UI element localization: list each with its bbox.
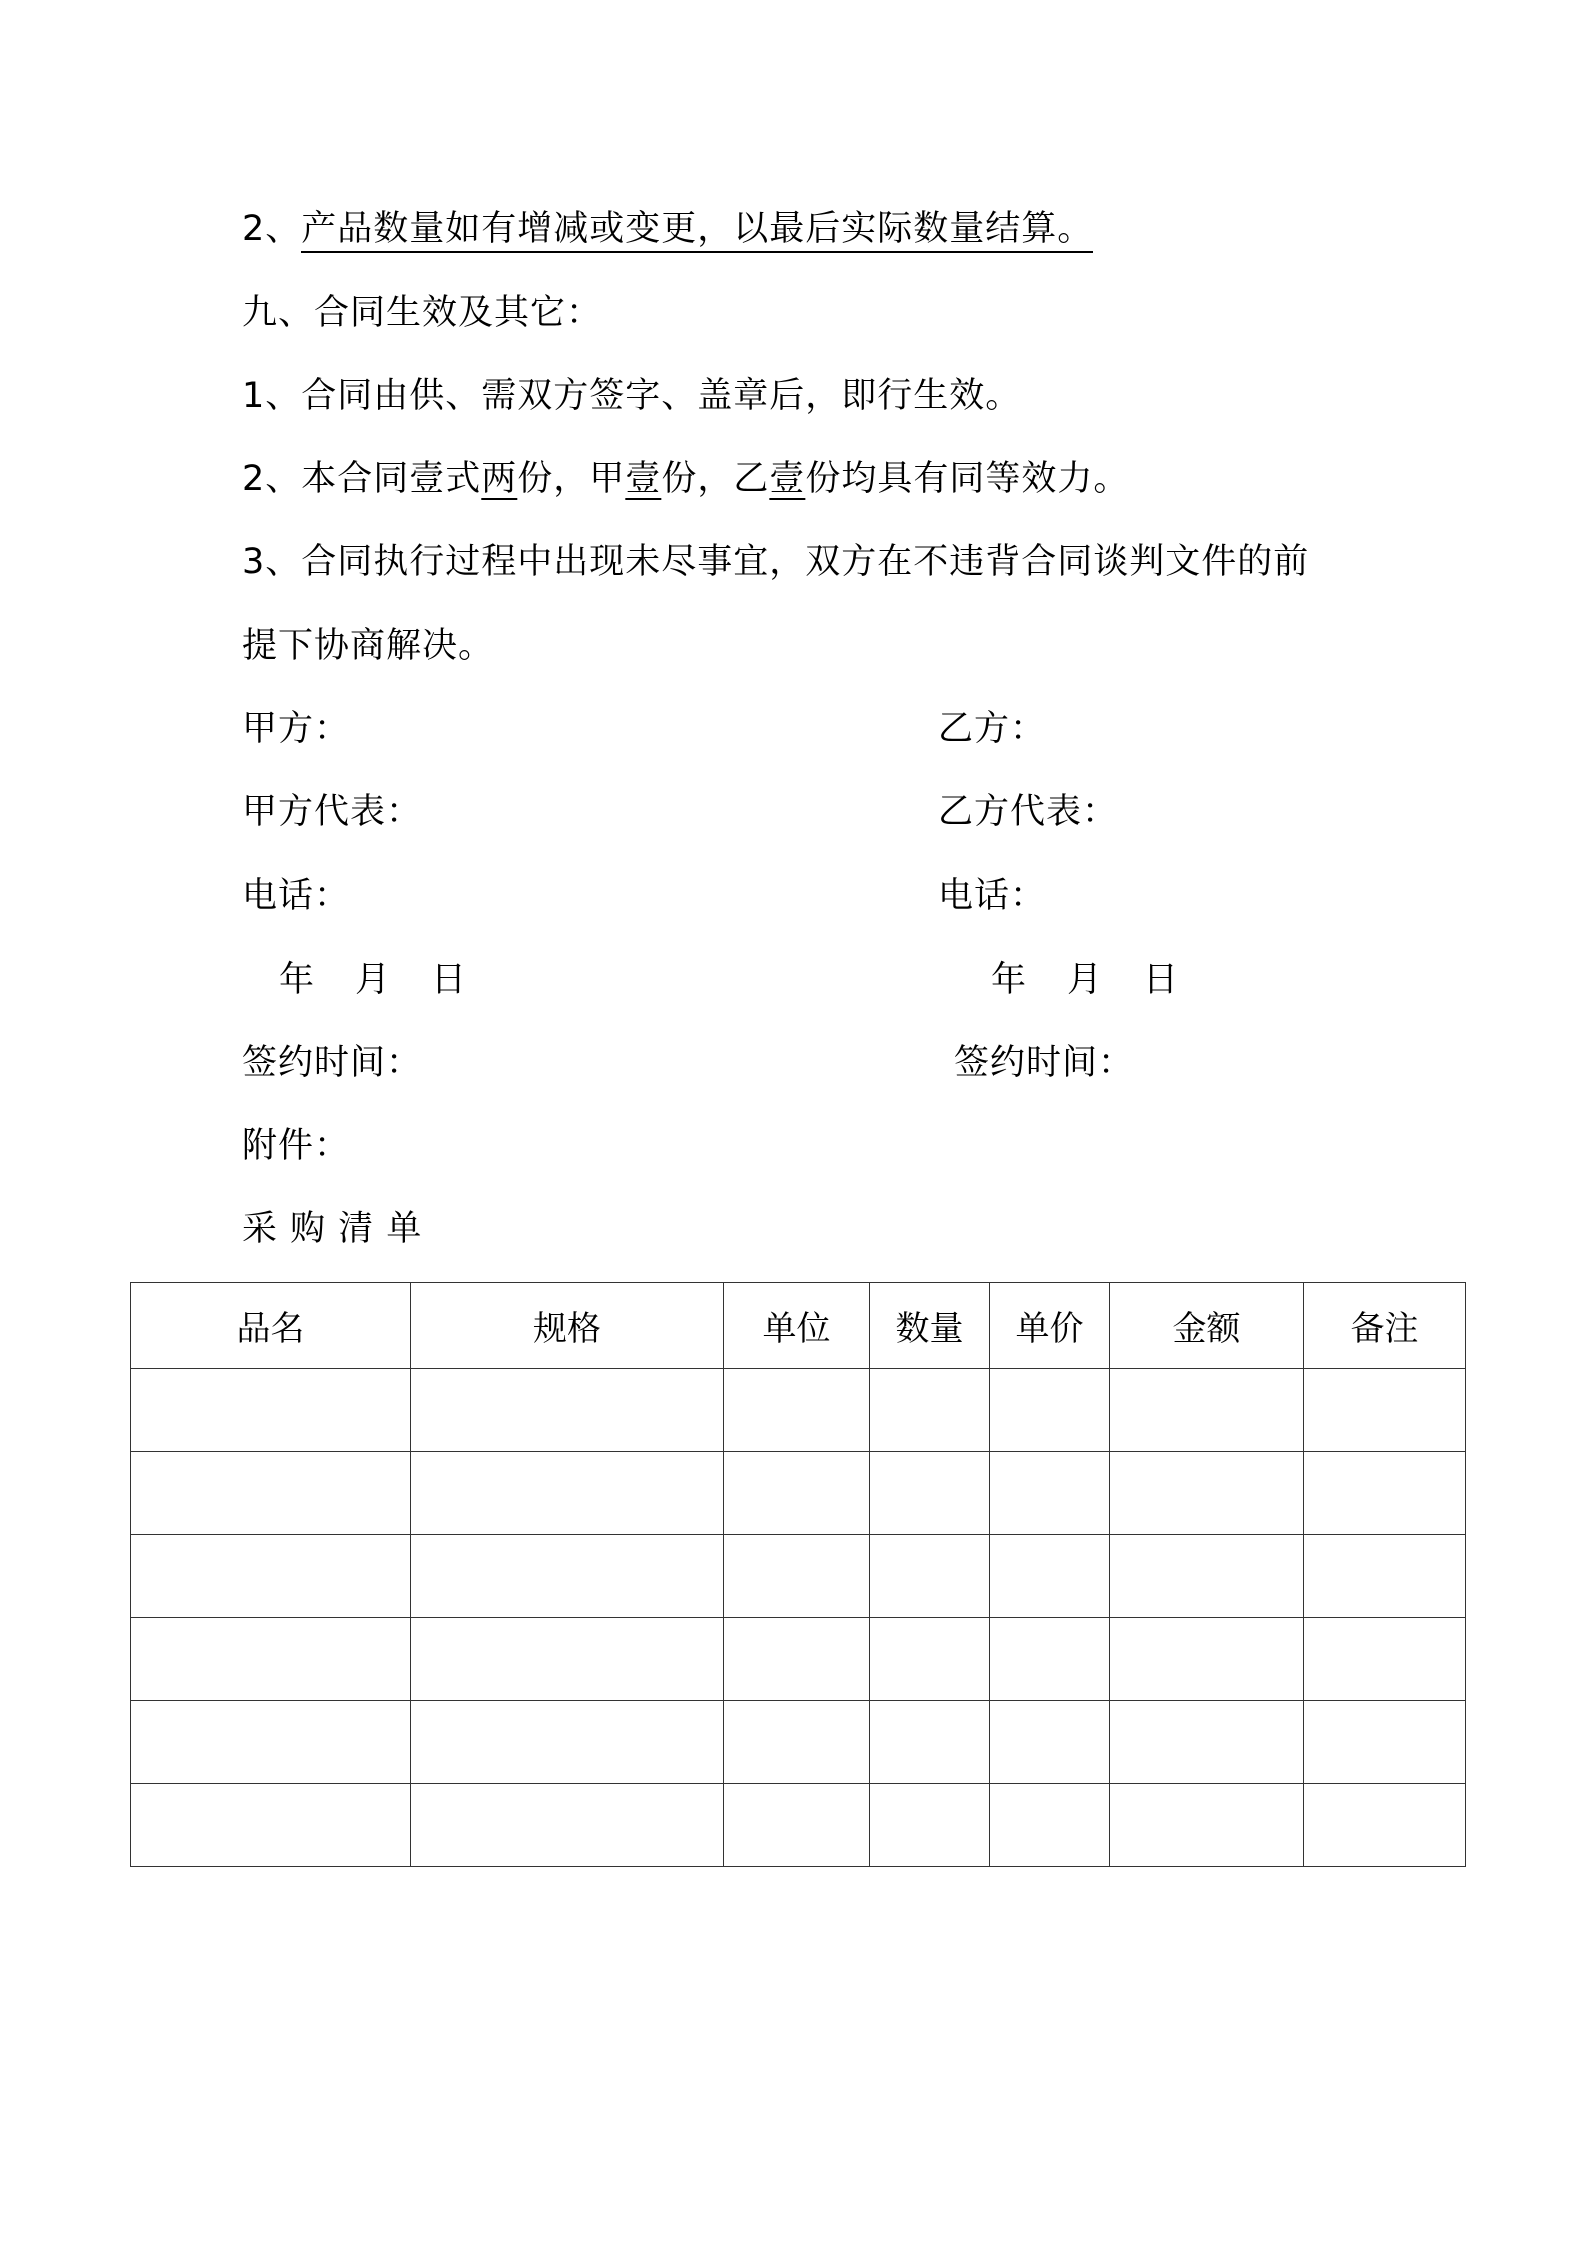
copies-party-a: 壹: [625, 459, 662, 499]
cell-remarks[interactable]: [1304, 1452, 1466, 1535]
cell-specification[interactable]: [411, 1535, 724, 1618]
day-label: 日: [431, 960, 468, 1000]
cell-specification[interactable]: [411, 1452, 724, 1535]
table-row: [131, 1535, 1466, 1618]
copies-party-b: 壹: [769, 459, 806, 499]
section-9-item-1: 1、合同由供、需双方签字、盖章后，即行生效。: [242, 376, 1022, 416]
purchase-list-title: 采 购 清 单: [242, 1209, 423, 1249]
party-b-phone-label: 电话：: [938, 876, 1047, 916]
cell-quantity[interactable]: [870, 1535, 990, 1618]
month-label: 月: [1067, 960, 1104, 1000]
party-b-date: [991, 958, 1179, 1002]
day-label: 日: [1143, 960, 1180, 1000]
cell-remarks[interactable]: [1304, 1701, 1466, 1784]
cell-unit-price[interactable]: [990, 1369, 1110, 1452]
cell-remarks[interactable]: [1304, 1618, 1466, 1701]
cell-product-name[interactable]: [131, 1452, 411, 1535]
header-quantity: 数量: [870, 1283, 990, 1369]
cell-remarks[interactable]: [1304, 1784, 1466, 1867]
cell-unit[interactable]: [724, 1452, 870, 1535]
cell-unit-price[interactable]: [990, 1618, 1110, 1701]
cell-product-name[interactable]: [131, 1369, 411, 1452]
cell-unit[interactable]: [724, 1701, 870, 1784]
cell-remarks[interactable]: [1304, 1369, 1466, 1452]
cell-specification[interactable]: [411, 1369, 724, 1452]
section-9-item-3-line-1: 3、合同执行过程中出现未尽事宜，双方在不违背合同谈判文件的前: [242, 542, 1310, 582]
item-2-part-3: 份，乙: [661, 459, 770, 499]
cell-quantity[interactable]: [870, 1452, 990, 1535]
table-row: [131, 1369, 1466, 1452]
section-9-item-3-line-2: 提下协商解决。: [242, 626, 495, 666]
section-9-item-2: [242, 457, 1129, 501]
header-remarks: 备注: [1304, 1283, 1466, 1369]
cell-amount[interactable]: [1110, 1618, 1304, 1701]
cell-quantity[interactable]: [870, 1784, 990, 1867]
cell-specification[interactable]: [411, 1701, 724, 1784]
cell-product-name[interactable]: [131, 1701, 411, 1784]
item-2-part-1: 2、本合同壹式: [242, 459, 482, 499]
clause-2-number: 2、: [242, 209, 302, 249]
party-a-sign-time-label: 签约时间：: [242, 1043, 423, 1083]
item-2-part-2: 份，甲: [517, 459, 626, 499]
clause-2-text: 产品数量如有增减或变更，以最后实际数量结算。: [301, 209, 1093, 253]
cell-unit[interactable]: [724, 1369, 870, 1452]
party-b-rep-label: 乙方代表：: [938, 792, 1119, 832]
cell-product-name[interactable]: [131, 1784, 411, 1867]
cell-unit-price[interactable]: [990, 1535, 1110, 1618]
clause-2: [242, 207, 1093, 251]
header-unit: 单位: [724, 1283, 870, 1369]
cell-quantity[interactable]: [870, 1701, 990, 1784]
cell-unit-price[interactable]: [990, 1701, 1110, 1784]
cell-unit-price[interactable]: [990, 1784, 1110, 1867]
table-header-row: [131, 1283, 1466, 1369]
header-unit-price: 单价: [990, 1283, 1110, 1369]
cell-amount[interactable]: [1110, 1784, 1304, 1867]
cell-amount[interactable]: [1110, 1452, 1304, 1535]
party-a-rep-label: 甲方代表：: [242, 792, 423, 832]
year-label: 年: [991, 960, 1028, 1000]
party-a-phone-label: 电话：: [242, 876, 351, 916]
section-9-heading: 九、合同生效及其它：: [242, 293, 603, 333]
cell-amount[interactable]: [1110, 1535, 1304, 1618]
cell-specification[interactable]: [411, 1618, 724, 1701]
cell-unit-price[interactable]: [990, 1452, 1110, 1535]
cell-unit[interactable]: [724, 1618, 870, 1701]
header-amount: 金额: [1110, 1283, 1304, 1369]
cell-quantity[interactable]: [870, 1369, 990, 1452]
cell-product-name[interactable]: [131, 1618, 411, 1701]
party-b-sign-time-label: 签约时间：: [954, 1043, 1135, 1083]
cell-unit[interactable]: [724, 1535, 870, 1618]
table-row: [131, 1784, 1466, 1867]
cell-unit[interactable]: [724, 1784, 870, 1867]
table-row: [131, 1452, 1466, 1535]
cell-product-name[interactable]: [131, 1535, 411, 1618]
header-product-name: 品名: [131, 1283, 411, 1369]
purchase-list-table: [130, 1282, 1466, 1867]
cell-specification[interactable]: [411, 1784, 724, 1867]
month-label: 月: [355, 960, 392, 1000]
copies-total: 两: [481, 459, 518, 499]
attachment-label: 附件：: [242, 1126, 351, 1166]
party-a-label: 甲方：: [242, 709, 351, 749]
year-label: 年: [279, 960, 316, 1000]
cell-amount[interactable]: [1110, 1701, 1304, 1784]
cell-quantity[interactable]: [870, 1618, 990, 1701]
cell-remarks[interactable]: [1304, 1535, 1466, 1618]
table-row: [131, 1701, 1466, 1784]
party-b-label: 乙方：: [938, 709, 1047, 749]
table-row: [131, 1618, 1466, 1701]
header-specification: 规格: [411, 1283, 724, 1369]
cell-amount[interactable]: [1110, 1369, 1304, 1452]
party-a-date: [279, 958, 467, 1002]
item-2-part-4: 份均具有同等效力。: [805, 459, 1130, 499]
